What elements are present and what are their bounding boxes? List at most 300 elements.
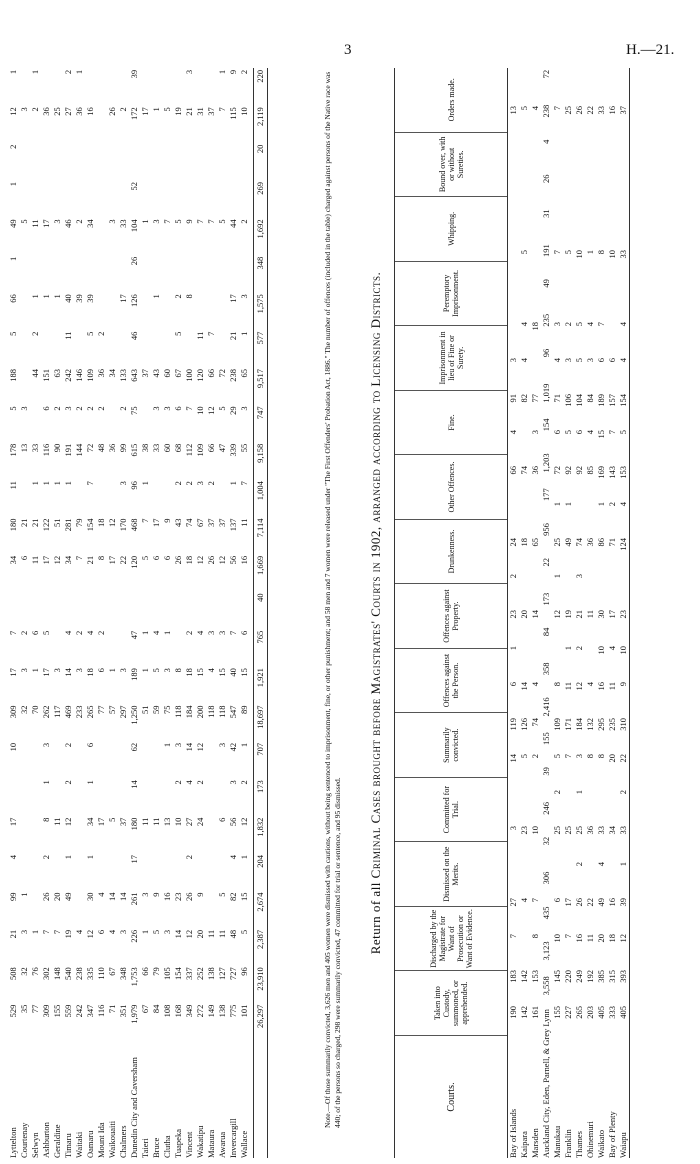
table-cell [574, 176, 585, 212]
table-cell [228, 591, 239, 628]
court-name: Lyttelton [8, 1127, 18, 1158]
table-cell: 5 [574, 322, 584, 327]
table-cell: 77 [30, 1004, 40, 1014]
table-cell: 4 [195, 630, 205, 635]
table-cell: 16 [607, 106, 617, 115]
table-cell [206, 68, 217, 105]
table-cell: 7 [563, 754, 573, 759]
table-cell: 9,517 [255, 368, 265, 389]
table-row [107, 68, 118, 1158]
table-cell [140, 68, 151, 105]
table-cell [63, 143, 74, 180]
table-cell: 4 [585, 430, 595, 435]
table-cell: 33 [618, 826, 628, 835]
table-cell [162, 143, 173, 180]
table-cell [530, 644, 541, 680]
table-cell: 49 [563, 538, 573, 547]
table-cell: 177 [541, 488, 551, 501]
table-cell: 5 [8, 331, 18, 336]
table-cell: 3 [239, 406, 249, 411]
table-cell: 16 [162, 892, 172, 901]
table-cell: 25 [52, 107, 62, 116]
table-cell [206, 816, 217, 853]
table-cell [563, 572, 574, 608]
table-cell: 144 [74, 443, 84, 457]
table-cell: 27 [184, 817, 194, 827]
table-cell: 5 [151, 929, 161, 935]
table-cell: 70 [30, 705, 40, 714]
table-cell: 22 [118, 555, 128, 565]
table-cell: 71 [552, 394, 562, 403]
table-cell: 71 [107, 1004, 117, 1014]
table-cell [140, 591, 151, 628]
table-cell [107, 68, 118, 105]
table-cell: 105 [162, 967, 172, 980]
table-cell: 3 [107, 219, 117, 224]
table-cell: 4 [85, 630, 95, 635]
table-cell: 6 [239, 630, 249, 635]
table-cell [239, 591, 250, 628]
table-cell: 8 [173, 668, 183, 673]
table-cell [508, 68, 519, 104]
table-cell [118, 591, 129, 628]
table-cell: 180 [129, 817, 139, 831]
table-cell: 1 [596, 502, 606, 507]
table-cell: 8 [41, 817, 51, 822]
table-cell: 11 [151, 817, 161, 826]
table-cell [52, 255, 63, 292]
table-cell [52, 778, 63, 815]
table-cell: 6 [151, 555, 161, 561]
table-cell: 92 [563, 466, 573, 475]
table-cell: 3 [41, 742, 51, 748]
table-cell [96, 853, 107, 890]
table-cell [140, 180, 151, 217]
table-cell: 31 [541, 209, 551, 218]
table-cell: 6 [162, 555, 172, 561]
table-cell: 84 [541, 627, 551, 637]
table-cell [607, 68, 618, 104]
table-cell: 91 [508, 394, 518, 403]
table-cell: 3 [162, 929, 172, 935]
table-cell: 393 [618, 970, 628, 983]
table-cell: 3 [508, 358, 518, 363]
table-cell: 6 [552, 430, 562, 435]
table-cell: 3 [574, 574, 584, 579]
table-cell: 72 [217, 368, 227, 378]
table-cell: 188 [8, 368, 18, 382]
table-cell: 2 [607, 502, 617, 507]
table-cell: 1 [140, 668, 150, 673]
table-cell: 7 [596, 322, 606, 327]
table-cell: 26 [41, 892, 51, 901]
table-cell: 35 [19, 1004, 29, 1014]
table-cell: 5 [519, 754, 529, 759]
table-cell: 40 [255, 593, 265, 602]
court-name: Ashburton [41, 1122, 51, 1158]
table-cell [217, 330, 228, 367]
court-name: Mount Ida [96, 1122, 106, 1158]
table-cell: 84 [585, 394, 595, 403]
table-cell [151, 853, 162, 890]
table-cell: 348 [255, 256, 265, 270]
table-cell: 26 [107, 107, 117, 116]
table-cell [585, 788, 596, 824]
table-cell: 4 [151, 630, 161, 635]
table-cell: 297 [118, 705, 128, 719]
table-cell: 5 [563, 250, 573, 255]
table-cell: 66 [140, 967, 150, 976]
table-cell: 77 [530, 394, 540, 403]
table-cell: 33 [596, 826, 606, 835]
court-name: Waitaki [74, 1131, 84, 1158]
table-cell [107, 330, 118, 367]
table-cell: 265 [85, 705, 95, 719]
table-cell: 32 [19, 967, 29, 976]
table-cell: 10 [574, 250, 584, 259]
table-cell: 101 [239, 1004, 249, 1018]
table-cell: 2,674 [255, 892, 265, 912]
table-row [563, 68, 574, 1158]
table-cell [151, 330, 162, 367]
table-cell: 4 [618, 358, 628, 363]
table-cell [74, 255, 85, 292]
table-cell: 1 [552, 574, 562, 579]
table-cell: 138 [206, 967, 216, 980]
table-cell [206, 255, 217, 292]
table-cell: 3 [552, 322, 562, 327]
table-cell: 4 [63, 630, 73, 635]
table-cell: 3 [151, 219, 161, 224]
table-cell: 2 [19, 630, 29, 635]
table-cell: 56 [228, 555, 238, 565]
table-cell: 184 [574, 718, 584, 731]
table-cell: 3 [585, 358, 595, 363]
table-cell: 1 [52, 481, 62, 486]
table-cell: 96 [129, 481, 139, 490]
table-cell: 7 [184, 406, 194, 411]
table-cell: 42 [228, 742, 238, 752]
table-cell [195, 68, 206, 105]
table-cell: 335 [85, 967, 95, 980]
table-cell [217, 292, 228, 329]
court-name: Thames [574, 1131, 584, 1158]
table-cell [52, 853, 63, 890]
table-cell: 132 [585, 718, 595, 731]
table-cell [19, 255, 30, 292]
table-cell: 184 [184, 705, 194, 719]
table-cell: 66 [8, 294, 18, 303]
table-cell: 18 [607, 934, 617, 943]
table-cell: 16 [239, 555, 249, 565]
table-cell: 4 [618, 502, 628, 507]
court-name: Marsden [530, 1128, 540, 1158]
table-cell: 90 [52, 443, 62, 453]
table-cell [519, 284, 530, 320]
table-row [585, 68, 596, 1158]
table-cell [530, 176, 541, 212]
table-cell: 4 [519, 898, 529, 903]
court-name: Courtenay [19, 1122, 29, 1158]
table-cell [107, 479, 118, 516]
table-cell [96, 741, 107, 778]
table-cell: 14 [173, 929, 183, 939]
table-cell: 36 [74, 107, 84, 116]
table-cell: 39 [74, 294, 84, 303]
table-cell: 2 [63, 780, 73, 785]
table-cell [574, 500, 585, 536]
table-cell: 23 [508, 610, 518, 619]
table-cell [129, 591, 140, 628]
table-cell [607, 860, 618, 896]
table-cell: 15 [239, 668, 249, 677]
table-cell [173, 68, 184, 105]
table-row [162, 68, 173, 1158]
table-cell: 5 [162, 107, 172, 112]
table-cell: 3 [184, 69, 194, 75]
table-cell: 3 [530, 430, 540, 435]
court-name: Vincent [184, 1131, 194, 1158]
court-name: Oamaru [85, 1130, 95, 1158]
table-cell [162, 292, 173, 329]
table-cell: 6 [30, 630, 40, 635]
table-cell: 115 [228, 107, 238, 120]
court-name: Selwyn [30, 1132, 40, 1158]
table-cell [206, 890, 217, 927]
table-cell: 7 [162, 219, 172, 224]
table-row [96, 68, 107, 1158]
table-cell: 1 [574, 790, 584, 795]
table-cell: 2 [206, 481, 216, 486]
table-cell: 106 [563, 394, 573, 407]
table-cell: 37 [140, 368, 150, 378]
column-header: Dismissed on the Merits. [395, 842, 507, 907]
table-cell [41, 255, 52, 292]
table-cell [195, 143, 206, 180]
table-cell [140, 255, 151, 292]
table-cell [118, 741, 129, 778]
table-cell: 3 [74, 668, 84, 673]
table-cell [30, 591, 41, 628]
table-cell: 171 [563, 718, 573, 731]
table-cell: 26 [184, 892, 194, 901]
table-cell [173, 180, 184, 217]
table-cell: 17 [8, 817, 18, 827]
table-cell [563, 140, 574, 176]
court-name: Dunedin City and Caversham [129, 1057, 139, 1158]
table-cell: 51 [140, 705, 150, 714]
table-cell: 2 [30, 331, 40, 336]
table-cell [217, 591, 228, 628]
table-cell: 358 [541, 662, 551, 676]
table-cell: 137 [228, 518, 238, 532]
table-cell: 1,575 [255, 294, 265, 314]
table-cell: 4 [74, 929, 84, 935]
table-cell [519, 68, 530, 104]
table-cell [118, 853, 129, 890]
table-cell: 3 [140, 892, 150, 897]
table-cell [8, 778, 19, 815]
table-cell [596, 176, 607, 212]
table-cell: 17 [118, 294, 128, 303]
table-cell: 242 [74, 1004, 84, 1018]
table-cell: 192 [585, 970, 595, 983]
table-cell: 3 [63, 406, 73, 411]
table-cell [118, 629, 129, 666]
table-cell: 262 [41, 705, 51, 719]
table-cell: 1 [217, 69, 227, 75]
table-cell [184, 255, 195, 292]
table-cell: 6 [508, 682, 518, 687]
table-cell: 36 [530, 466, 540, 475]
table-cell: 24 [508, 538, 518, 547]
table-cell: 17 [96, 817, 106, 827]
table-cell [162, 255, 173, 292]
table-cell [162, 180, 173, 217]
table-cell [151, 741, 162, 778]
table-cell: 49 [541, 279, 551, 288]
table-cell [519, 500, 530, 536]
return-title [368, 68, 384, 1158]
table-cell [118, 330, 129, 367]
table-cell: 37 [118, 817, 128, 827]
table-cell: 13 [19, 443, 29, 453]
table-cell [107, 292, 118, 329]
table-cell: 173 [255, 780, 265, 794]
table-cell: 149 [206, 1004, 216, 1018]
table-cell: 5 [217, 406, 227, 411]
table-cell: 2 [574, 646, 584, 651]
table-cell: 26,297 [255, 1004, 265, 1028]
table-cell: 12 [195, 555, 205, 565]
table-cell: 37 [618, 106, 628, 115]
table-cell: 112 [184, 443, 194, 457]
table-cell [118, 68, 129, 105]
table-cell: 37 [217, 518, 227, 528]
table-cell: 33 [618, 250, 628, 259]
table-cell: 1 [52, 294, 62, 299]
table-cell: 9 [184, 219, 194, 224]
table-cell [118, 143, 129, 180]
table-cell [162, 853, 173, 890]
table-cell [195, 255, 206, 292]
table-cell: 956 [541, 523, 551, 536]
table-cell: 68 [173, 443, 183, 453]
table-cell: 11 [63, 331, 73, 340]
table-cell: 14 [118, 892, 128, 901]
column-header: Discharged by the Magistrate for Want of Prosecution or Want of Evidence. [395, 907, 507, 972]
total-row [253, 68, 268, 1158]
table-cell: 6 [85, 742, 95, 748]
table-cell: 7 [563, 934, 573, 939]
table-cell: 3 [508, 826, 518, 831]
court-name: Tuapeka [173, 1129, 183, 1158]
court-name: Geraldine [52, 1124, 62, 1158]
table-cell: 154 [173, 967, 183, 980]
table-cell: 6 [41, 406, 51, 411]
table-cell: 25 [563, 826, 573, 835]
table-cell: 2 [184, 481, 194, 486]
table-cell: 6 [173, 406, 183, 411]
table-cell: 2 [63, 69, 73, 75]
table-cell: 46 [129, 331, 139, 341]
table-cell [585, 284, 596, 320]
table-row [195, 68, 206, 1158]
table-cell: 153 [618, 466, 628, 479]
table-cell [19, 741, 30, 778]
table-row [63, 68, 74, 1158]
table-cell [519, 860, 530, 896]
table-cell [52, 629, 63, 666]
document-reference: H.—21. [626, 42, 675, 58]
table-cell: 190 [508, 1006, 518, 1019]
column-header: Orders made. [395, 68, 507, 133]
table-cell: 7,114 [255, 518, 265, 538]
table-cell [96, 255, 107, 292]
table-cell: 133 [118, 368, 128, 382]
table-cell: 7 [228, 630, 238, 635]
table-cell: 15 [596, 430, 606, 439]
table-cell: 99 [8, 892, 18, 901]
table-cell [74, 330, 85, 367]
table-cell: 1 [618, 862, 628, 867]
table-cell: 435 [541, 906, 551, 920]
table-cell [96, 778, 107, 815]
table-cell [162, 591, 173, 628]
table-cell: 7 [8, 630, 18, 635]
table-cell [607, 176, 618, 212]
table-cell [63, 591, 74, 628]
table-cell: 17 [563, 898, 573, 907]
table-cell [41, 143, 52, 180]
table-cell: 249 [574, 970, 584, 983]
table-cell: 385 [596, 970, 606, 983]
table-cell: 4 [596, 862, 606, 867]
table-cell [228, 143, 239, 180]
table-cell: 577 [255, 331, 265, 345]
table-cell: 10 [530, 826, 540, 835]
column-header: Other Offences. [395, 455, 507, 520]
table-cell: 4 [184, 780, 194, 785]
table-cell [195, 180, 206, 217]
table-row [552, 68, 563, 1158]
court-name: Waikouaiti [107, 1120, 117, 1158]
table-cell [217, 255, 228, 292]
table-cell: 10 [596, 646, 606, 655]
title-prefix: Return of all [368, 882, 383, 955]
table-cell: 18 [184, 668, 194, 677]
column-header: Whipping. [395, 197, 507, 262]
table-cell: 27 [63, 107, 73, 116]
table-cell: 2 [96, 331, 106, 336]
table-cell: 204 [255, 855, 265, 868]
table-cell: 7 [508, 934, 518, 939]
table-cell [217, 180, 228, 217]
table-cell: 7 [74, 555, 84, 561]
table-cell [140, 741, 151, 778]
table-cell: 118 [206, 705, 216, 718]
table-cell: 151 [41, 368, 51, 382]
table-cell: 18 [519, 538, 529, 547]
table-cell: 252 [195, 967, 205, 980]
court-name: Taieri [140, 1138, 150, 1158]
table-cell: 1,669 [255, 555, 265, 576]
table-cell: 306 [541, 871, 551, 885]
table-cell: 7 [607, 430, 617, 435]
table-cell: 36 [96, 368, 106, 378]
table-cell [19, 367, 30, 404]
table-cell: 2 [96, 406, 106, 411]
